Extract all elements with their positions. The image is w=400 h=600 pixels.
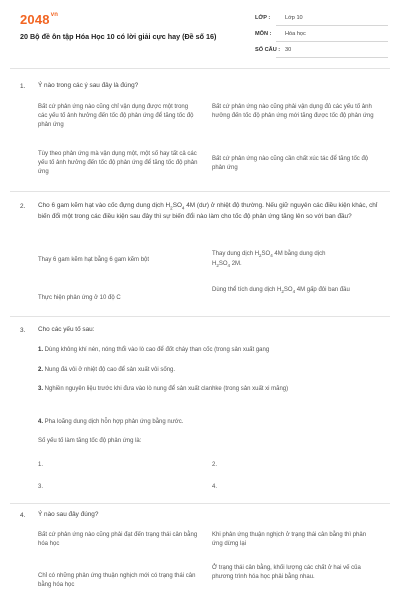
meta-divider	[276, 25, 388, 26]
factor-item	[38, 418, 388, 427]
answer-option-a[interactable]: Bất cứ phản ứng nào cũng phải đạt đến trạng thái cân bằng hóa học	[38, 532, 198, 547]
answer-option-a[interactable]: Thay 6 gam kẽm hạt bằng 6 gam kẽm bột	[38, 257, 150, 263]
question-text: Ý nào trong các ý sau đây là đúng?	[38, 82, 139, 89]
answer-option-a[interactable]: 1.	[38, 462, 44, 468]
factor-number: 4.	[38, 419, 44, 425]
answer-option-b[interactable]: Khi phản ứng thuận nghịch ở trạng thái cân bằng thì phản ứng dừng lại	[212, 532, 367, 547]
factor-text: Dùng không khí nén, nóng thổi vào lò cao để đốt cháy than cốc (trong sản xuất gang	[43, 347, 270, 353]
question-text	[38, 201, 388, 222]
subscript: 2	[259, 253, 262, 259]
factor-item	[38, 346, 388, 355]
meta-count-label: SỐ CÂU :	[255, 47, 281, 53]
question-text-part: Cho 6 gam kẽm hạt vào cốc đựng dung dịch H	[38, 202, 171, 209]
answer-option-d[interactable]: 4.	[212, 484, 218, 490]
question-number: 1.	[20, 83, 26, 90]
option-text-part: Thay dung dịch H	[212, 251, 260, 257]
subscript: 4	[227, 263, 231, 269]
question-text: Cho các yếu tố sau:	[38, 326, 95, 333]
factor-item	[38, 366, 388, 375]
logo-text: 2048	[20, 12, 50, 27]
header-divider	[10, 68, 390, 69]
page-title: 20 Bộ đề ôn tập Hóa Học 10 có lời giải cực hay (Đề số 16)	[20, 32, 217, 41]
answer-option-a[interactable]: Bất cứ phản ứng nào cũng chỉ vận dụng được một trong các yếu tố ảnh hưởng đến tốc độ phản ứng để tăng tốc độ phản ứng	[38, 104, 194, 128]
question-prompt: Số yếu tố làm tăng tốc độ phản ứng là:	[38, 438, 142, 444]
meta-subject-label: MÔN :	[255, 31, 272, 37]
subscript: 2	[281, 289, 284, 295]
factor-number: 2.	[38, 367, 44, 373]
answer-option-d[interactable]: Ở trạng thái cân bằng, khối lượng các chất ở hai vế của phương trình hóa học phải bằng nhau.	[212, 565, 361, 580]
question-number: 2.	[20, 203, 26, 210]
answer-option-d[interactable]	[212, 286, 377, 296]
logo-suffix: vn	[50, 12, 59, 18]
factor-number: 1.	[38, 347, 44, 353]
answer-option-b[interactable]	[212, 250, 377, 270]
question-text-part: 4M (dư) ở nhiệt độ thường. Nếu giữ nguyên các điều kiện khác, chỉ biến đổi một trong các điều kiện sau đây thì sự biến đổi nào làm cho tốc độ phản ứng tăng lên so với ban đầu?	[38, 202, 378, 221]
subscript: 4	[181, 205, 185, 211]
answer-option-b[interactable]: 2.	[212, 462, 218, 468]
page-header	[0, 0, 400, 66]
meta-grade-label: LỚP :	[255, 15, 271, 21]
option-text-part: 2M.	[230, 261, 242, 268]
factor-item	[38, 385, 388, 394]
meta-subject-value: Hóa học	[285, 31, 306, 37]
answer-option-b[interactable]: Bất cứ phản ứng nào cũng phải vận dụng đủ các yếu tố ảnh hưởng đến tốc độ phản ứng mới tăng được tốc độ phản ứng	[212, 104, 374, 119]
meta-grade-value: Lớp 10	[285, 15, 303, 21]
answer-option-c[interactable]: 3.	[38, 484, 44, 490]
subscript: 2	[170, 205, 173, 211]
meta-count-value: 30	[285, 47, 292, 53]
question-divider	[10, 316, 390, 317]
subscript: 4	[292, 289, 296, 295]
factor-text: Nung đá vôi ở nhiệt độ cao để sản xuất vôi sống.	[43, 367, 176, 373]
meta-divider	[276, 41, 388, 42]
option-text-part: 4M bằng dung dịch	[272, 251, 326, 257]
answer-option-c[interactable]: Tùy theo phản ứng mà vận dụng một, một số hay tất cả các yếu tố ảnh hưởng đến tốc độ phản ứng để tăng tốc độ phản ứng	[38, 151, 198, 175]
question-text-part: SO	[172, 202, 182, 209]
option-text-part: Dùng thể tích dung dịch H	[212, 287, 282, 293]
factor-number: 3.	[38, 386, 44, 392]
option-text-part: SO	[261, 251, 271, 257]
answer-option-c[interactable]: Chỉ có những phản ứng thuận nghịch mới có trạng thái cân bằng hóa học	[38, 573, 196, 588]
factor-text: Nghiền nguyên liệu trước khi đưa vào lò nung để sản xuất clanhke (trong sản xuất xi măng)	[43, 386, 289, 392]
subscript: 2	[216, 263, 219, 269]
question-number: 4.	[20, 512, 26, 519]
option-text-part: H	[212, 261, 217, 268]
factor-text: Pha loãng dung dịch hỗn hợp phản ứng bằng nước.	[43, 419, 184, 425]
answer-option-d[interactable]: Bất cứ phản ứng nào cũng cần chất xúc tác để tăng tốc độ phản ứng	[212, 156, 369, 171]
question-divider	[10, 503, 390, 504]
answer-option-c[interactable]: Thực hiện phản ứng ở 10 độ C	[38, 295, 121, 301]
question-divider	[10, 191, 390, 192]
subscript: 4	[270, 253, 273, 259]
meta-divider	[276, 57, 388, 58]
option-text-part: SO	[283, 287, 293, 293]
question-number: 3.	[20, 327, 26, 334]
question-text: Ý nào sau đây đúng?	[38, 511, 99, 518]
option-text-part: 4M gấp đôi ban đầu	[295, 287, 350, 293]
option-text-part: SO	[218, 261, 228, 268]
site-logo[interactable]	[20, 12, 58, 27]
